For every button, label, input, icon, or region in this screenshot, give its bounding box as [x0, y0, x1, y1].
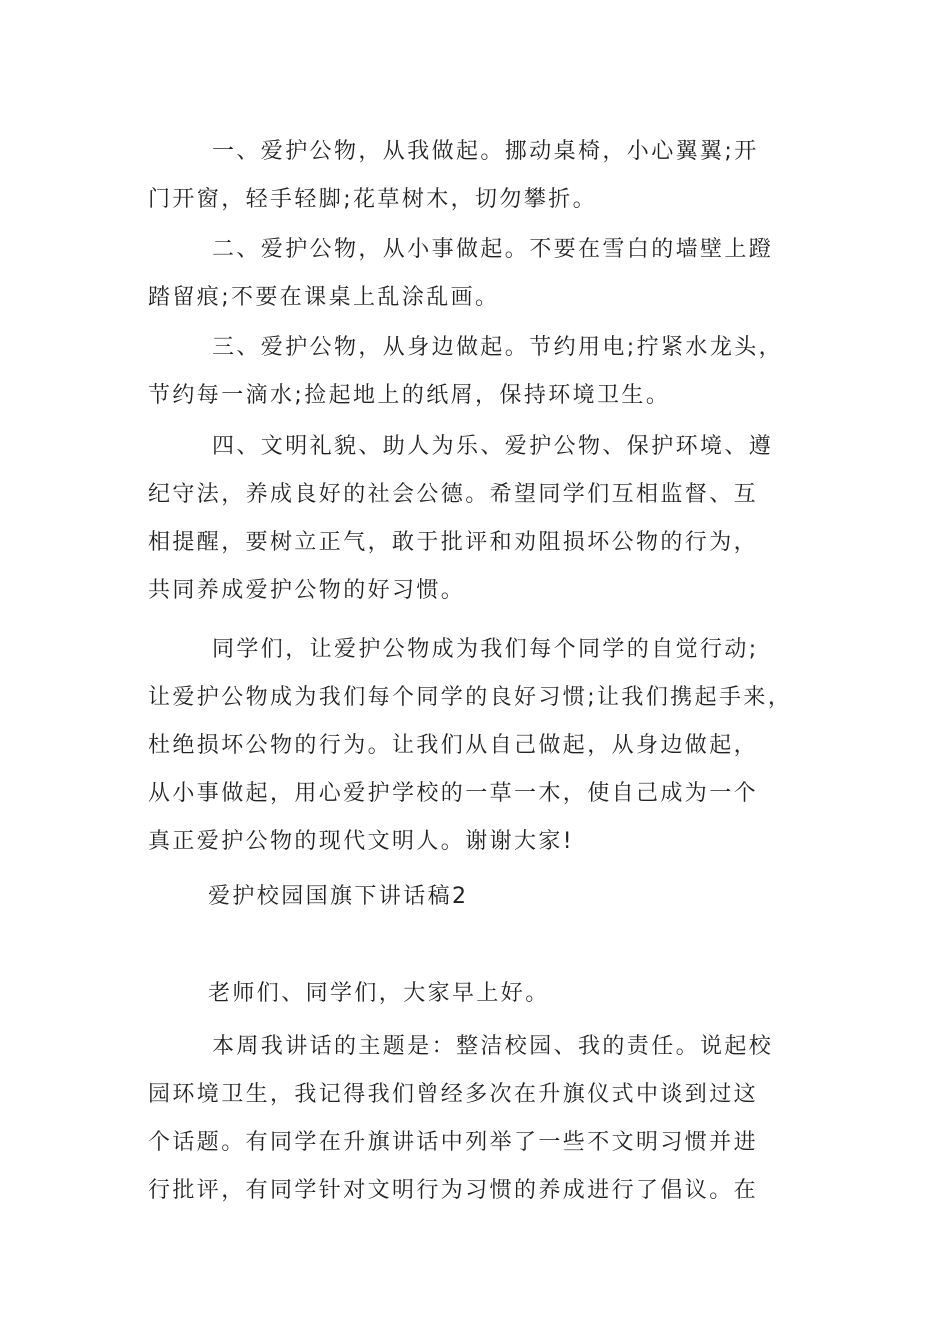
paragraph-line: 杜绝损坏公物的行为。让我们从自己做起，从身边做起， — [148, 733, 759, 758]
paragraph-4 — [148, 423, 838, 615]
paragraph-line: 让爱护公物成为我们每个同学的良好习惯;让我们携起手来， — [148, 685, 793, 710]
paragraph-line: 门开窗，轻手轻脚;花草树木，切勿攀折。 — [148, 187, 598, 212]
section-title-text: 爱护校园国旗下讲话稿2 — [208, 884, 469, 909]
paragraph-line: 节约每一滴水;捡起地上的纸屑，保持环境卫生。 — [148, 383, 671, 408]
paragraph-3 — [148, 324, 838, 420]
paragraph-line: 一、爱护公物，从我做起。挪动桌椅，小心翼翼;开 — [212, 139, 759, 164]
paragraph-line: 同学们，让爱护公物成为我们每个同学的自觉行动; — [212, 637, 759, 662]
paragraph-2 — [148, 226, 838, 322]
paragraph-line: 四、文明礼貌、助人为乐、爱护公物、保护环境、遵 — [212, 434, 774, 459]
paragraph-1 — [148, 128, 838, 224]
paragraph-line: 二、爱护公物，从小事做起。不要在雪白的墙壁上蹬 — [212, 237, 774, 262]
paragraph-line: 三、爱护公物，从身边做起。节约用电;拧紧水龙头， — [212, 335, 784, 360]
paragraph-line: 个话题。有同学在升旗讲话中列举了一些不文明习惯并进 — [148, 1130, 759, 1155]
greeting-text: 老师们、同学们，大家早上好。 — [208, 981, 550, 1006]
paragraph-line: 共同养成爱护公物的好习惯。 — [148, 578, 466, 603]
paragraph-6 — [148, 1023, 838, 1215]
paragraph-line: 从小事做起，用心爱护学校的一草一木，使自己成为一个 — [148, 781, 759, 806]
paragraph-line: 纪守法，养成良好的社会公德。希望同学们互相监督、互 — [148, 482, 759, 507]
paragraph-5 — [148, 626, 838, 866]
paragraph-line: 相提醒，要树立正气，敢于批评和劝阻损坏公物的行为， — [148, 530, 759, 555]
paragraph-line: 行批评，有同学针对文明行为习惯的养成进行了倡议。在 — [148, 1178, 759, 1203]
paragraph-line: 园环境卫生，我记得我们曾经多次在升旗仪式中谈到过这 — [148, 1082, 759, 1107]
greeting — [148, 970, 838, 1018]
paragraph-line: 本周我讲话的主题是：整洁校园、我的责任。说起校 — [212, 1034, 774, 1059]
paragraph-line: 踏留痕;不要在课桌上乱涂乱画。 — [148, 285, 500, 310]
paragraph-line: 真正爱护公物的现代文明人。谢谢大家! — [148, 829, 575, 854]
section-title — [148, 873, 838, 921]
